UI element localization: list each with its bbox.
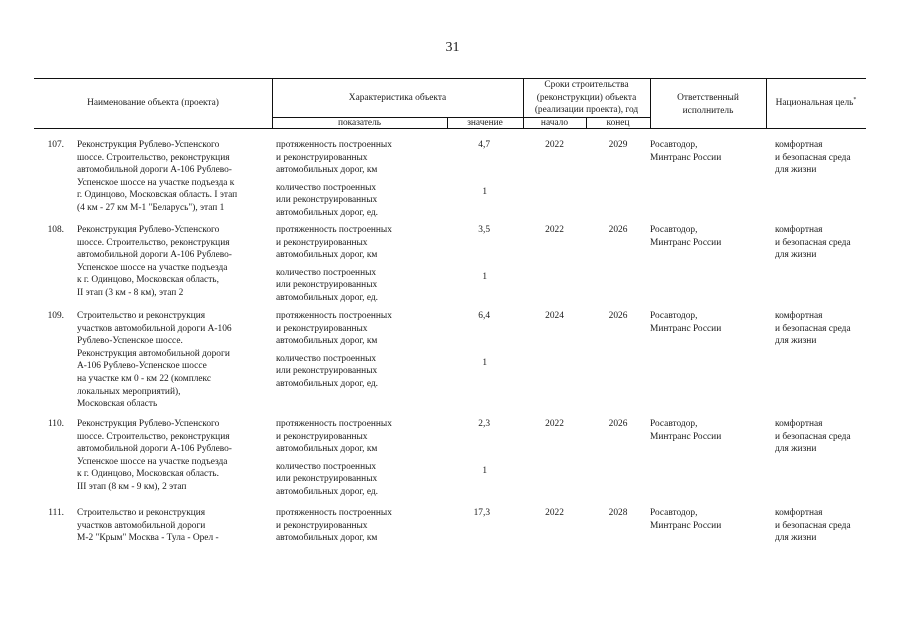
object-name-line: г. Одинцово, Московская область. I этап xyxy=(77,190,238,201)
executor-line: Минтранс России xyxy=(650,323,722,334)
goal-line: и безопасная среда xyxy=(775,431,851,442)
goal-line: комфортная xyxy=(775,311,823,321)
footnote-mark: * xyxy=(853,96,857,103)
indicator-value: 1 xyxy=(482,186,487,197)
header-terms-line: (реализации проекта), год xyxy=(534,105,639,116)
executor-line: Росавтодор, xyxy=(650,419,698,429)
goal-line: для жизни xyxy=(775,165,817,176)
object-name-line: А-106 Рублево-Успенское шоссе xyxy=(77,361,207,372)
header-terms-line: (реконструкции) объекта xyxy=(536,92,637,103)
object-name-line: шоссе. Строительство, реконструкция xyxy=(77,431,230,442)
indicator-line: и реконструированных xyxy=(276,237,368,248)
indicator-line: автомобильных дорог, ед. xyxy=(276,487,379,497)
executor-line: Минтранс России xyxy=(650,152,722,163)
object-name-line: Успенское шоссе на участке подъезда xyxy=(77,262,228,273)
indicator-value: 3,5 xyxy=(478,225,490,235)
object-name-line: автомобильной дороги А-106 Рублево- xyxy=(77,165,232,176)
indicator-line: автомобильных дорог, ед. xyxy=(276,293,379,303)
header-terms xyxy=(523,79,650,117)
object-name-line: Московская область xyxy=(77,399,158,410)
header-executor xyxy=(650,92,766,117)
goal-line: для жизни xyxy=(775,336,817,347)
goal-line: комфортная xyxy=(775,225,823,235)
header-executor-line: Ответственный xyxy=(677,93,739,103)
object-name-line: Реконструкция Рублево-Успенского xyxy=(77,419,220,429)
goal-line: и безопасная среда xyxy=(775,152,851,163)
object-name-line: на участке км 0 - км 22 (комплекс xyxy=(77,374,212,384)
indicator-line: автомобильных дорог, км xyxy=(276,336,378,347)
indicator-line: автомобильных дорог, ед. xyxy=(276,379,379,389)
indicator-value: 2,3 xyxy=(478,419,490,429)
goal-line: комфортная xyxy=(775,140,823,150)
header-start: начало xyxy=(540,118,569,128)
row-number: 109. xyxy=(47,311,64,321)
indicator-line: или реконструированных xyxy=(276,366,378,377)
indicator-line: протяженность построенных xyxy=(276,419,392,429)
executor-line: Росавтодор, xyxy=(650,140,698,150)
end-year: 2026 xyxy=(608,419,628,429)
object-name-line: Успенское шоссе на участке подъезда к xyxy=(77,177,235,188)
start-year: 2022 xyxy=(545,225,564,235)
start-year: 2022 xyxy=(545,508,564,518)
executor-line: Минтранс России xyxy=(650,431,722,442)
indicator-value: 17,3 xyxy=(473,508,490,518)
header-name: Наименование объекта (проекта) xyxy=(87,98,219,108)
goal-line: и безопасная среда xyxy=(775,237,851,248)
indicator-line: количество построенных xyxy=(276,461,377,472)
header-characteristic: Характеристика объекта xyxy=(348,93,447,103)
indicator-line: протяженность построенных xyxy=(276,225,392,235)
indicator-line: автомобильных дорог, км xyxy=(276,533,378,544)
indicator-line: протяженность построенных xyxy=(276,311,392,321)
goal-line: для жизни xyxy=(775,533,817,544)
indicator-line: протяженность построенных xyxy=(276,508,392,518)
object-name-line: Реконструкция Рублево-Успенского xyxy=(77,140,220,150)
start-year: 2022 xyxy=(545,419,564,429)
object-name-line: шоссе. Строительство, реконструкция xyxy=(77,237,230,248)
header-goal-label: Национальная цель xyxy=(775,98,854,108)
header-value: значение xyxy=(467,118,503,128)
indicator-value: 1 xyxy=(482,465,487,476)
indicator-line: протяженность построенных xyxy=(276,140,392,150)
object-name-line: II этап (3 км - 8 км), этап 2 xyxy=(77,288,184,298)
object-name-line: автомобильной дороги А-106 Рублево- xyxy=(77,250,232,261)
object-name-line: Строительство и реконструкция xyxy=(77,508,206,518)
indicator-value: 6,4 xyxy=(478,311,490,321)
indicator-line: количество построенных xyxy=(276,267,377,278)
object-name-line: к г. Одинцово, Московская область. xyxy=(77,469,219,480)
indicator-line: автомобильных дорог, км xyxy=(276,250,378,261)
indicator-value: 4,7 xyxy=(478,140,490,150)
indicator-value: 1 xyxy=(482,357,487,368)
goal-line: комфортная xyxy=(775,419,823,429)
object-name-line: Рублево-Успенское шоссе. xyxy=(77,336,183,347)
executor-line: Минтранс России xyxy=(650,237,722,248)
executor-line: Минтранс России xyxy=(650,520,722,531)
object-name-line: локальных мероприятий), xyxy=(77,386,181,397)
end-year: 2028 xyxy=(608,508,628,518)
object-name-line: автомобильной дороги А-106 Рублево- xyxy=(77,444,232,455)
row-number: 107. xyxy=(47,140,64,150)
object-name-line: к г. Одинцово, Московская область, xyxy=(77,275,219,286)
table-top-rule xyxy=(34,78,866,79)
indicator-line: или реконструированных xyxy=(276,474,378,485)
goal-line: комфортная xyxy=(775,508,823,518)
row-number: 110. xyxy=(47,419,64,429)
goal-line: и безопасная среда xyxy=(775,323,851,334)
object-name-line: Строительство и реконструкция xyxy=(77,311,206,321)
end-year: 2029 xyxy=(608,140,628,150)
row-number: 111. xyxy=(48,508,64,518)
executor-line: Росавтодор, xyxy=(650,225,698,235)
header-end: конец xyxy=(606,118,630,128)
indicator-line: и реконструированных xyxy=(276,323,368,334)
indicator-line: и реконструированных xyxy=(276,152,368,163)
indicator-line: количество построенных xyxy=(276,182,377,193)
object-name-line: Успенское шоссе на участке подъезда xyxy=(77,456,228,467)
header-indicator: показатель xyxy=(337,118,382,128)
executor-line: Росавтодор, xyxy=(650,508,698,518)
indicator-line: и реконструированных xyxy=(276,520,368,531)
object-name-line: участков автомобильной дороги А-106 xyxy=(77,323,232,334)
indicator-line: автомобильных дорог, км xyxy=(276,444,378,455)
header-terms-line: Сроки строительства xyxy=(544,80,629,90)
object-name-line: участков автомобильной дороги xyxy=(77,520,206,531)
indicator-line: автомобильных дорог, км xyxy=(276,165,378,176)
start-year: 2024 xyxy=(545,311,564,321)
indicator-line: или реконструированных xyxy=(276,195,378,206)
object-name-line: Реконструкция автомобильной дороги xyxy=(77,348,230,359)
header-goal xyxy=(766,97,866,110)
start-year: 2022 xyxy=(545,140,564,150)
end-year: 2026 xyxy=(608,225,628,235)
object-name-line: Реконструкция Рублево-Успенского xyxy=(77,225,220,235)
object-name-line: III этап (8 км - 9 км), 2 этап xyxy=(77,482,187,492)
goal-line: и безопасная среда xyxy=(775,520,851,531)
executor-line: Росавтодор, xyxy=(650,311,698,321)
object-name-line: шоссе. Строительство, реконструкция xyxy=(77,152,230,163)
header-executor-line: исполнитель xyxy=(682,105,734,116)
goal-line: для жизни xyxy=(775,444,817,455)
row-number: 108. xyxy=(47,225,64,235)
indicator-line: количество построенных xyxy=(276,353,377,364)
object-name-line: М-2 "Крым" Москва - Тула - Орел - xyxy=(77,533,219,544)
indicator-line: и реконструированных xyxy=(276,431,368,442)
indicator-line: автомобильных дорог, ед. xyxy=(276,208,379,218)
indicator-value: 1 xyxy=(482,271,487,282)
object-name-line: (4 км - 27 км М-1 "Беларусь"), этап 1 xyxy=(77,203,225,213)
goal-line: для жизни xyxy=(775,250,817,261)
indicator-line: или реконструированных xyxy=(276,280,378,291)
end-year: 2026 xyxy=(608,311,628,321)
page-number: 31 xyxy=(445,40,460,55)
